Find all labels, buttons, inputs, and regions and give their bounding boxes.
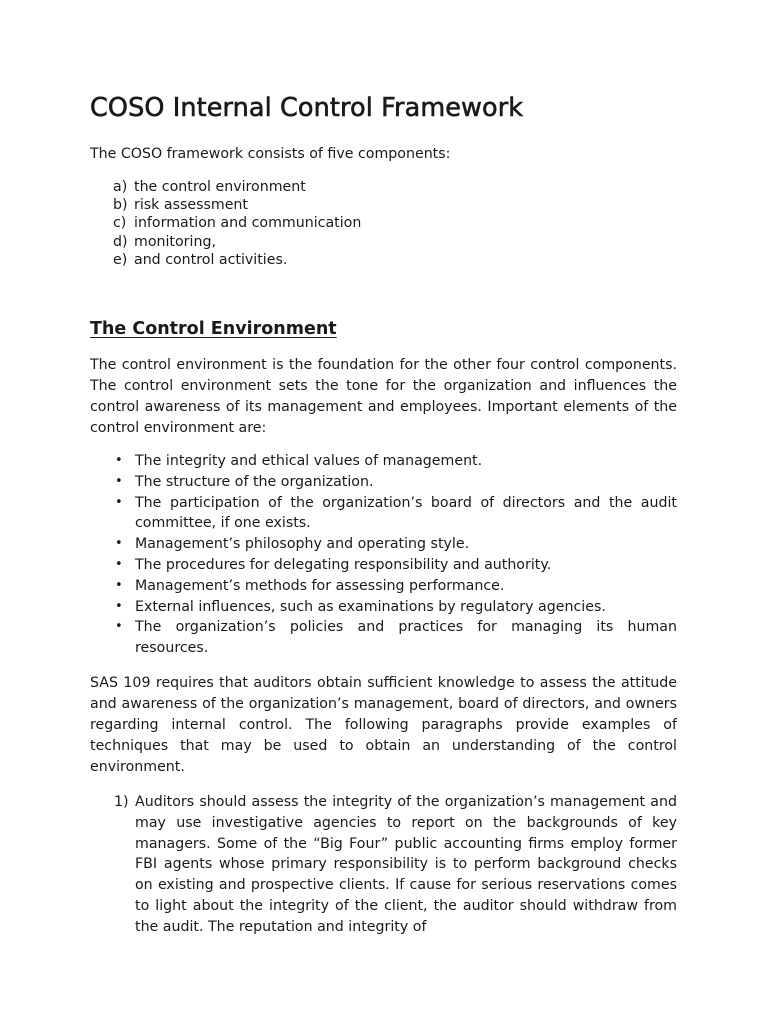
sas-paragraph: SAS 109 requires that auditors obtain sufficient knowledge to assess the attitude and awareness of the organization’s management, board of directors, and owners regarding internal control. The following paragraphs provide examples of techniques that may be used to obtain an understanding of the control environment. bbox=[90, 674, 677, 775]
section-paragraph: The control environment is the foundation for the other four control components. The control environment sets the tone for the organization and influences the control awareness of its management and employees. Important elements of the control environment are: bbox=[90, 357, 677, 437]
list-item-text: The organization’s policies and practices for managing its human resources. bbox=[135, 619, 677, 657]
list-item-text: and control activities. bbox=[134, 251, 288, 268]
list-item-text: The integrity and ethical values of management. bbox=[135, 453, 483, 470]
bullet-icon: • bbox=[115, 598, 123, 614]
list-item bbox=[90, 617, 677, 659]
list-item-text: monitoring, bbox=[134, 233, 216, 250]
list-item-text: risk assessment bbox=[134, 197, 248, 214]
document-page bbox=[90, 90, 677, 938]
bullet-icon: • bbox=[115, 557, 123, 572]
document-title: COSO Internal Control Framework bbox=[90, 93, 524, 123]
list-item-text: The structure of the organization. bbox=[135, 473, 374, 490]
intro-text: The COSO framework consists of five components: bbox=[90, 146, 451, 162]
elements-list bbox=[90, 451, 677, 659]
list-item bbox=[90, 493, 677, 535]
list-item bbox=[90, 251, 677, 269]
list-item bbox=[90, 555, 677, 576]
list-item bbox=[90, 472, 677, 493]
list-item bbox=[90, 196, 677, 214]
bullet-icon: • bbox=[115, 577, 123, 593]
list-item-text: Auditors should assess the integrity of the organization’s management and may use investigative agencies to report on the backgrounds of key managers. Some of the “Big Four” public accounting firms employ former FBI agents whose primary responsibility is to perform background checks on existing and prospective clients. If cause for serious reservations comes to light about the integrity of the client, the auditor should withdraw from the audit. The reputation and integrity of bbox=[135, 793, 677, 935]
list-item-text: the control environment bbox=[134, 179, 306, 195]
list-marker: d) bbox=[113, 233, 128, 250]
list-item bbox=[90, 792, 677, 938]
list-item bbox=[90, 576, 677, 597]
list-marker: a) bbox=[113, 179, 128, 195]
list-marker: c) bbox=[113, 215, 127, 232]
list-item bbox=[90, 178, 677, 196]
list-item bbox=[90, 451, 677, 472]
list-marker: 1) bbox=[114, 793, 129, 810]
list-item-text: Management’s philosophy and operating style. bbox=[135, 536, 470, 553]
section-heading: The Control Environment bbox=[90, 319, 337, 340]
list-item-text: information and communication bbox=[134, 215, 362, 232]
techniques-list bbox=[90, 792, 677, 938]
list-item bbox=[90, 214, 677, 232]
bullet-icon: • bbox=[115, 473, 123, 489]
list-item bbox=[90, 534, 677, 555]
list-item-text: Management’s methods for assessing performance. bbox=[135, 577, 505, 594]
list-item-text: External influences, such as examinations by regulatory agencies. bbox=[135, 598, 606, 615]
list-item bbox=[90, 233, 677, 251]
list-item-text: The participation of the organization’s board of directors and the audit committee, if one exists. bbox=[135, 494, 677, 532]
list-marker: e) bbox=[113, 251, 128, 268]
components-list bbox=[90, 178, 677, 269]
bullet-icon: • bbox=[115, 494, 123, 510]
list-marker: b) bbox=[113, 197, 128, 214]
list-item bbox=[90, 597, 677, 618]
bullet-icon: • bbox=[115, 619, 123, 635]
list-item-text: The procedures for delegating responsibility and authority. bbox=[135, 557, 552, 573]
bullet-icon: • bbox=[115, 453, 123, 469]
bullet-icon: • bbox=[115, 536, 123, 552]
